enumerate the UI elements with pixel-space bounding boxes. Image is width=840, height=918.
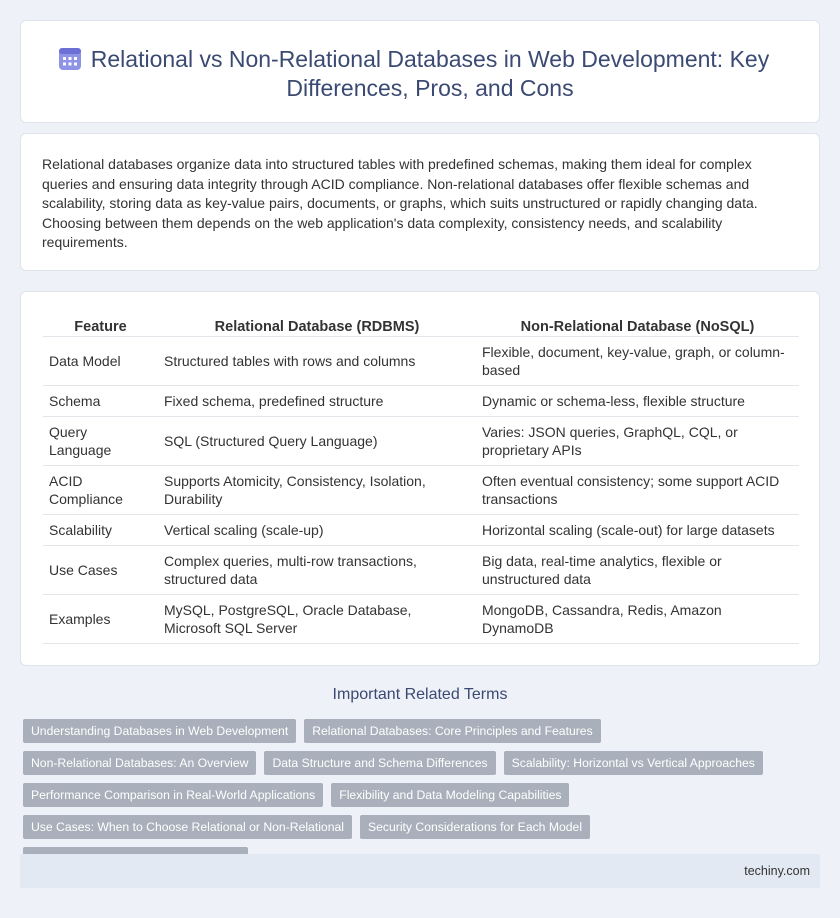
row-relational: Vertical scaling (scale-up) [158, 515, 476, 546]
row-non-relational: Big data, real-time analytics, flexible or unstructured data [476, 546, 799, 595]
row-relational: Supports Atomicity, Consistency, Isolation, Durability [158, 466, 476, 515]
related-terms-list [23, 719, 823, 871]
row-feature: Scalability [43, 515, 158, 546]
related-term-tag[interactable]: Security Considerations for Each Model [360, 815, 590, 839]
title-card [20, 20, 820, 123]
table-row [43, 417, 799, 466]
row-non-relational: Often eventual consistency; some support ACID transactions [476, 466, 799, 515]
row-non-relational: MongoDB, Cassandra, Redis, Amazon DynamoDB [476, 595, 799, 644]
intro-card [20, 133, 820, 271]
related-term-tag[interactable]: Data Structure and Schema Differences [264, 751, 495, 775]
header-feature: Feature [43, 315, 158, 337]
row-feature: Schema [43, 386, 158, 417]
row-relational: SQL (Structured Query Language) [158, 417, 476, 466]
row-non-relational: Horizontal scaling (scale-out) for large datasets [476, 515, 799, 546]
table-row [43, 515, 799, 546]
row-feature: ACID Compliance [43, 466, 158, 515]
row-non-relational: Flexible, document, key-value, graph, or column-based [476, 337, 799, 386]
related-term-tag[interactable]: Scalability: Horizontal vs Vertical Approaches [504, 751, 763, 775]
table-row [43, 595, 799, 644]
row-relational: Complex queries, multi-row transactions, structured data [158, 546, 476, 595]
row-feature: Data Model [43, 337, 158, 386]
row-relational: Fixed schema, predefined structure [158, 386, 476, 417]
comparison-table [43, 315, 799, 644]
footer [20, 854, 820, 888]
header-non-relational: Non-Relational Database (NoSQL) [476, 315, 799, 337]
related-term-tag[interactable]: Understanding Databases in Web Development [23, 719, 296, 743]
table-row [43, 337, 799, 386]
footer-site-link[interactable]: techiny.com [744, 864, 810, 878]
table-row [43, 386, 799, 417]
intro-paragraph: Relational databases organize data into structured tables with predefined schemas, making them ideal for complex queries and ensuring data integrity through ACID compliance. Non-relational databases offer flexible schemas and scalability, storing data as key-value pairs, documents, or graphs, which suits unstructured or rapidly changing data. Choosing between them depends on the web application's data complexity, consistency needs, and scalability requirements. [42, 156, 758, 250]
table-row [43, 546, 799, 595]
related-terms-heading: Important Related Terms [332, 686, 508, 703]
related-term-tag[interactable]: Use Cases: When to Choose Relational or Non-Relational [23, 815, 352, 839]
header-relational: Relational Database (RDBMS) [158, 315, 476, 337]
row-relational: MySQL, PostgreSQL, Oracle Database, Microsoft SQL Server [158, 595, 476, 644]
row-relational: Structured tables with rows and columns [158, 337, 476, 386]
row-feature: Use Cases [43, 546, 158, 595]
related-term-tag[interactable]: Flexibility and Data Modeling Capabilities [331, 783, 569, 807]
row-feature: Query Language [43, 417, 158, 466]
table-row [43, 466, 799, 515]
table-header-row [43, 315, 799, 337]
related-term-tag[interactable]: Relational Databases: Core Principles and Features [304, 719, 600, 743]
comparison-table-card [20, 291, 820, 666]
page-title: Relational vs Non-Relational Databases in Web Development: Key Differences, Pros, and Cons [90, 46, 770, 101]
row-non-relational: Varies: JSON queries, GraphQL, CQL, or proprietary APIs [476, 417, 799, 466]
row-non-relational: Dynamic or schema-less, flexible structure [476, 386, 799, 417]
calendar-icon [53, 45, 87, 75]
related-term-tag[interactable]: Performance Comparison in Real-World Applications [23, 783, 323, 807]
row-feature: Examples [43, 595, 158, 644]
related-term-tag[interactable]: Non-Relational Databases: An Overview [23, 751, 256, 775]
